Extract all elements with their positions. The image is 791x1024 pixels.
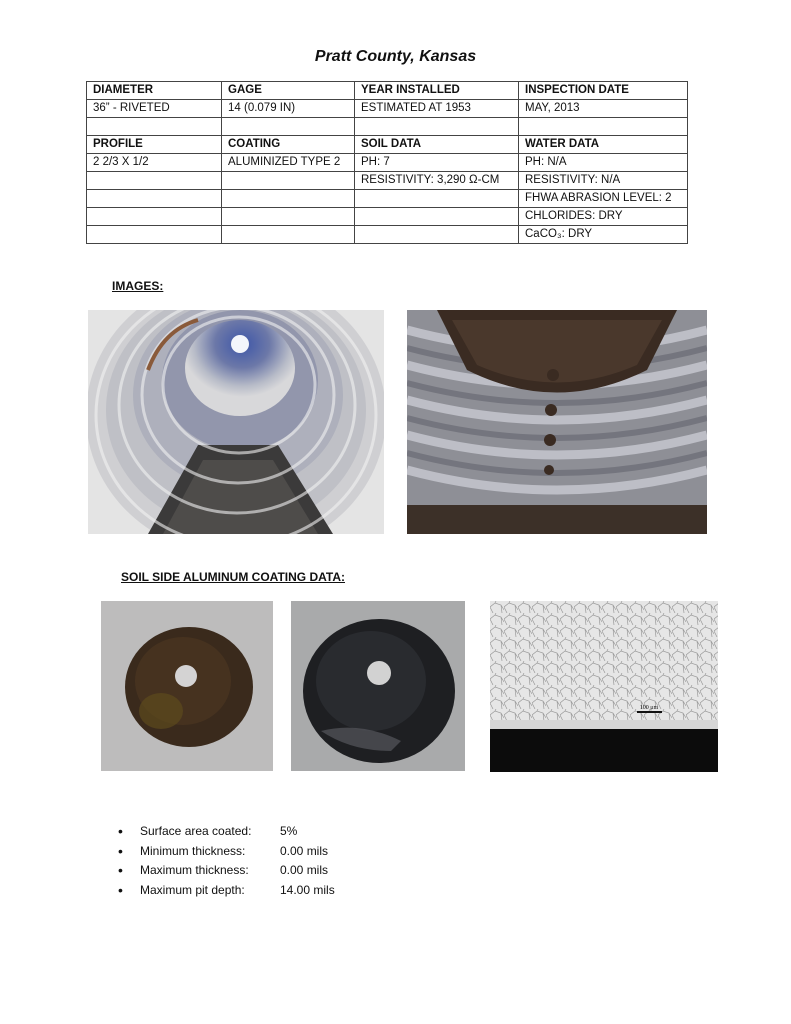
value-gage: 14 (0.079 IN)	[222, 100, 355, 118]
header-profile: PROFILE	[87, 136, 222, 154]
images-heading: IMAGES:	[112, 279, 164, 293]
stat-label-max-thickness: Maximum thickness:	[140, 863, 249, 877]
value-diameter: 36” - RIVETED	[87, 100, 222, 118]
table-cell	[355, 208, 519, 226]
stat-value-surface-area: 5%	[280, 824, 298, 838]
stat-label-min-thickness: Minimum thickness:	[140, 843, 246, 858]
table-row	[87, 172, 688, 190]
value-soil-ph: PH: 7	[355, 154, 519, 172]
value-abrasion-level: FHWA ABRASION LEVEL: 2	[519, 190, 688, 208]
table-row	[87, 136, 688, 154]
stat-value-max-thickness: 0.00 mils	[280, 863, 329, 877]
table-row	[87, 190, 688, 208]
list-item	[118, 842, 335, 862]
table-cell	[222, 226, 355, 244]
pipe-info-table	[86, 81, 688, 244]
header-water-data: WATER DATA	[519, 136, 688, 154]
table-cell	[222, 208, 355, 226]
header-diameter: DIAMETER	[87, 82, 222, 100]
table-cell	[355, 118, 519, 136]
header-year-installed: YEAR INSTALLED	[355, 82, 519, 100]
value-profile: 2 2/3 X 1/2	[87, 154, 222, 172]
coupon-back-photo	[291, 601, 465, 771]
table-row	[87, 208, 688, 226]
header-coating: COATING	[222, 136, 355, 154]
list-item	[118, 881, 335, 901]
value-water-ph: PH: N/A	[519, 154, 688, 172]
table-cell	[222, 190, 355, 208]
header-inspection-date: INSPECTION DATE	[519, 82, 688, 100]
culvert-interior-photo	[88, 310, 384, 534]
header-gage: GAGE	[222, 82, 355, 100]
value-water-resistivity: RESISTIVITY: N/A	[519, 172, 688, 190]
table-row	[87, 154, 688, 172]
table-cell	[222, 172, 355, 190]
value-coating: ALUMINIZED TYPE 2	[222, 154, 355, 172]
table-cell	[87, 172, 222, 190]
value-year-installed: ESTIMATED AT 1953	[355, 100, 519, 118]
table-cell	[87, 226, 222, 244]
list-item	[118, 861, 335, 881]
table-cell	[87, 208, 222, 226]
table-cell	[87, 118, 222, 136]
header-soil-data: SOIL DATA	[355, 136, 519, 154]
coupon-front-photo	[101, 601, 273, 771]
value-caco3: CaCO₃: DRY	[519, 226, 688, 244]
value-inspection-date: MAY, 2013	[519, 100, 688, 118]
table-row	[87, 226, 688, 244]
table-row	[87, 118, 688, 136]
page-title: Pratt County, Kansas	[314, 48, 477, 65]
stat-value-max-pit-depth: 14.00 mils	[280, 882, 335, 897]
stat-label-max-pit-depth: Maximum pit depth:	[140, 882, 245, 897]
table-row	[87, 100, 688, 118]
table-cell	[222, 118, 355, 136]
list-item	[118, 822, 335, 842]
value-soil-resistivity: RESISTIVITY: 3,290 Ω-CM	[355, 172, 519, 190]
stat-value-min-thickness: 0.00 mils	[280, 843, 329, 858]
value-chlorides: CHLORIDES: DRY	[519, 208, 688, 226]
coating-stats-list	[118, 822, 335, 900]
table-cell	[519, 118, 688, 136]
coating-data-heading: SOIL SIDE ALUMINUM COATING DATA:	[121, 570, 345, 584]
table-row	[87, 82, 688, 100]
micrograph-scale-label: 100 μm	[639, 705, 659, 711]
table-cell	[355, 226, 519, 244]
table-cell	[87, 190, 222, 208]
coating-micrograph	[490, 601, 718, 772]
table-cell	[355, 190, 519, 208]
culvert-invert-photo	[407, 310, 707, 534]
stat-label-surface-area: Surface area coated:	[140, 824, 252, 838]
